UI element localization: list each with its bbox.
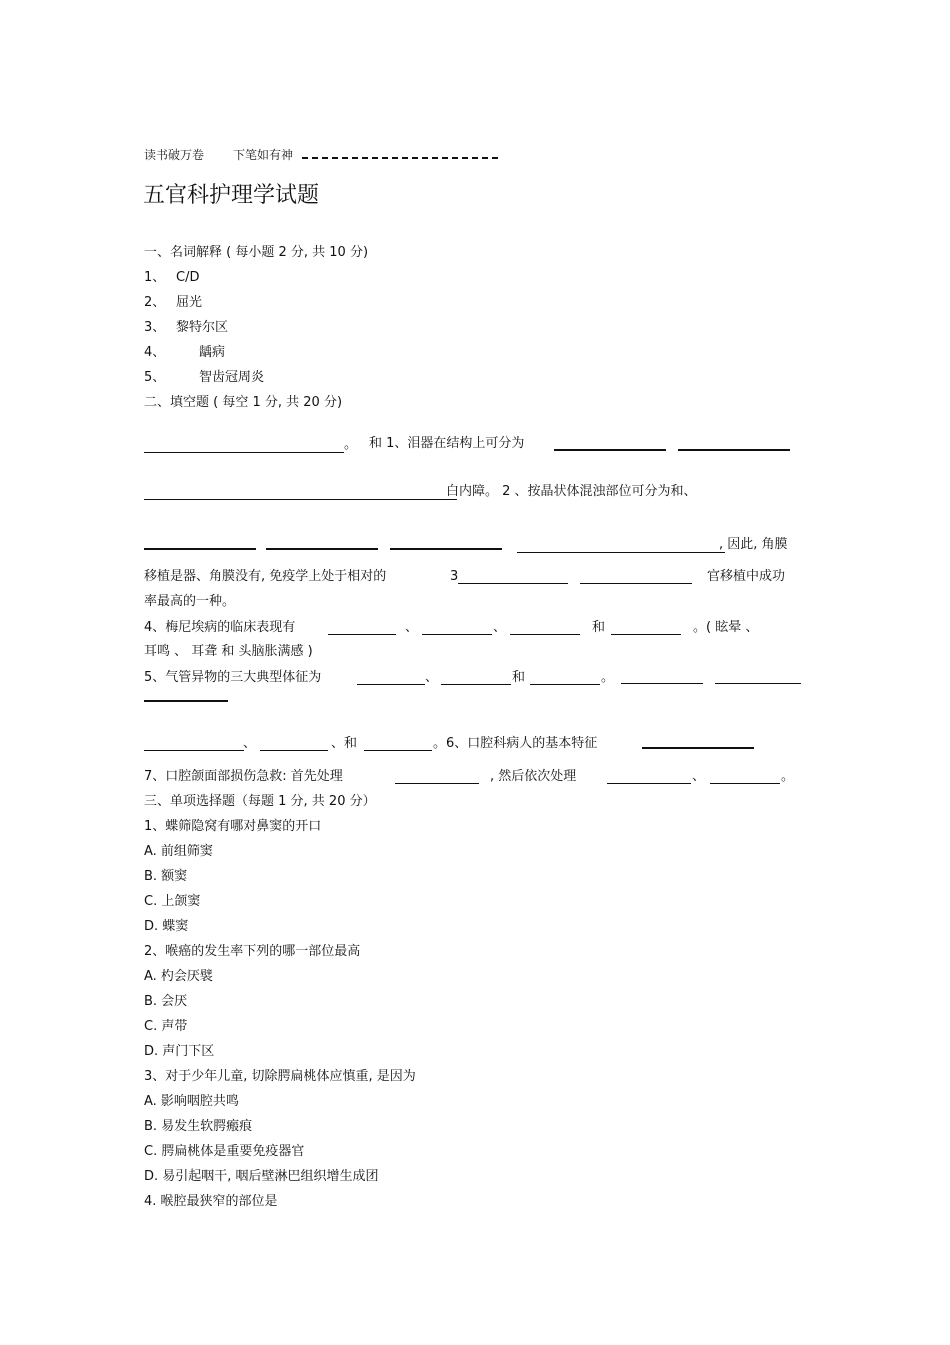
section-3-heading: 三、单项选择题（每题 1 分, 共 20 分） [144, 794, 376, 809]
blank-line [530, 684, 600, 685]
fill-text: 。 [601, 670, 615, 685]
blank-line [260, 750, 328, 751]
fill-text: 官移植中成功 [707, 569, 786, 584]
blank-line [144, 548, 256, 550]
fill-text: 7、口腔颌面部损伤急救: 首先处理 [144, 769, 343, 784]
s1-item-5-num: 5、 [144, 370, 166, 385]
blank-line [554, 449, 666, 451]
fill-text: 、 [692, 769, 706, 784]
blank-line [642, 747, 754, 749]
fill-text: , 然后依次处理 [490, 769, 577, 784]
blank-line [266, 548, 378, 550]
fill-text: 3 [450, 569, 459, 584]
fill-text: 和 [592, 620, 606, 635]
blank-line [621, 683, 703, 684]
header-dashed-line [302, 157, 498, 159]
fill-text: 4、梅尼埃病的临床表现有 [144, 620, 296, 635]
blank-line [144, 452, 344, 453]
q1-option-a: A. 前组筛窦 [144, 844, 213, 859]
blank-line [357, 684, 425, 685]
blank-line [144, 700, 228, 702]
fill-text: 。 [781, 769, 795, 784]
blank-line [390, 548, 502, 550]
fill-text: 。( 眩晕 、 [693, 620, 759, 635]
q2-option-d: D. 声门下区 [144, 1044, 215, 1059]
blank-line [517, 552, 725, 553]
blank-line [715, 683, 801, 684]
fill-text: 白内障。 2 、按晶状体混浊部位可分为和、 [446, 484, 697, 499]
fill-text: 。 [344, 437, 358, 452]
blank-line [458, 583, 568, 584]
q3-option-b: B. 易发生软腭瘢痕 [144, 1119, 253, 1134]
q3-option-a: A. 影响咽腔共鸣 [144, 1094, 239, 1109]
section-1-heading: 一、名词解释 ( 每小题 2 分, 共 10 分) [144, 245, 369, 260]
blank-line [364, 750, 432, 751]
fill-text: 、 [405, 620, 419, 635]
s1-item-3-text: 黎特尔区 [176, 320, 229, 335]
q1-option-b: B. 额窦 [144, 869, 188, 884]
blank-line [328, 634, 396, 635]
header-left-text: 读书破万卷 [144, 148, 205, 162]
question-2: 2、喉癌的发生率下列的哪一部位最高 [144, 944, 361, 959]
fill-text: 。6、口腔科病人的基本特征 [433, 736, 598, 751]
s1-item-1-num: 1、 [144, 270, 166, 285]
blank-line [607, 783, 691, 784]
q1-option-c: C. 上颌窦 [144, 894, 201, 909]
fill-text: , 因此, 角膜 [719, 537, 788, 552]
fill-text: 5、气管异物的三大典型体征为 [144, 670, 322, 685]
q2-option-b: B. 会厌 [144, 994, 188, 1009]
q2-option-c: C. 声带 [144, 1019, 188, 1034]
s1-item-4-num: 4、 [144, 345, 166, 360]
blank-line [678, 449, 790, 451]
q1-option-d: D. 蝶窦 [144, 919, 189, 934]
blank-line [611, 634, 681, 635]
s1-item-2-text: 屈光 [176, 295, 203, 310]
fill-text: 、和 [331, 736, 358, 751]
s1-item-2-num: 2、 [144, 295, 166, 310]
s1-item-4-text: 龋病 [199, 345, 226, 360]
page-title: 五官科护理学试题 [143, 183, 320, 208]
s1-item-5-text: 智齿冠周炎 [199, 370, 265, 385]
fill-text: 、 [493, 620, 507, 635]
blank-line [510, 634, 580, 635]
fill-text: 耳鸣 、 耳聋 和 头脑胀满感 ) [144, 644, 313, 659]
blank-line [395, 783, 479, 784]
fill-text: 和 [512, 670, 526, 685]
blank-line [422, 634, 492, 635]
question-3: 3、对于少年儿童, 切除腭扁桃体应慎重, 是因为 [144, 1069, 416, 1084]
blank-line [144, 750, 244, 751]
question-1: 1、蝶筛隐窝有哪对鼻窦的开口 [144, 819, 322, 834]
section-2-heading: 二、填空题 ( 每空 1 分, 共 20 分) [144, 395, 343, 410]
s1-item-1-text: C/D [176, 270, 200, 285]
fill-text: 和 1、泪器在结构上可分为 [369, 436, 525, 451]
q3-option-c: C. 腭扁桃体是重要免疫器官 [144, 1144, 305, 1159]
q3-option-d: D. 易引起咽干, 咽后壁淋巴组织增生成团 [144, 1169, 379, 1184]
blank-line [441, 684, 511, 685]
blank-line [580, 583, 692, 584]
fill-text: 、 [425, 670, 439, 685]
blank-line [144, 499, 457, 500]
header-right-text: 下笔如有神 [233, 148, 294, 162]
fill-text: 率最高的一种。 [144, 594, 236, 609]
s1-item-3-num: 3、 [144, 320, 166, 335]
question-4: 4. 喉腔最狭窄的部位是 [144, 1194, 278, 1209]
fill-text: 移植是器、角膜没有, 免疫学上处于相对的 [144, 569, 387, 584]
blank-line [710, 783, 780, 784]
fill-text: 、 [243, 736, 257, 751]
q2-option-a: A. 杓会厌襞 [144, 969, 213, 984]
